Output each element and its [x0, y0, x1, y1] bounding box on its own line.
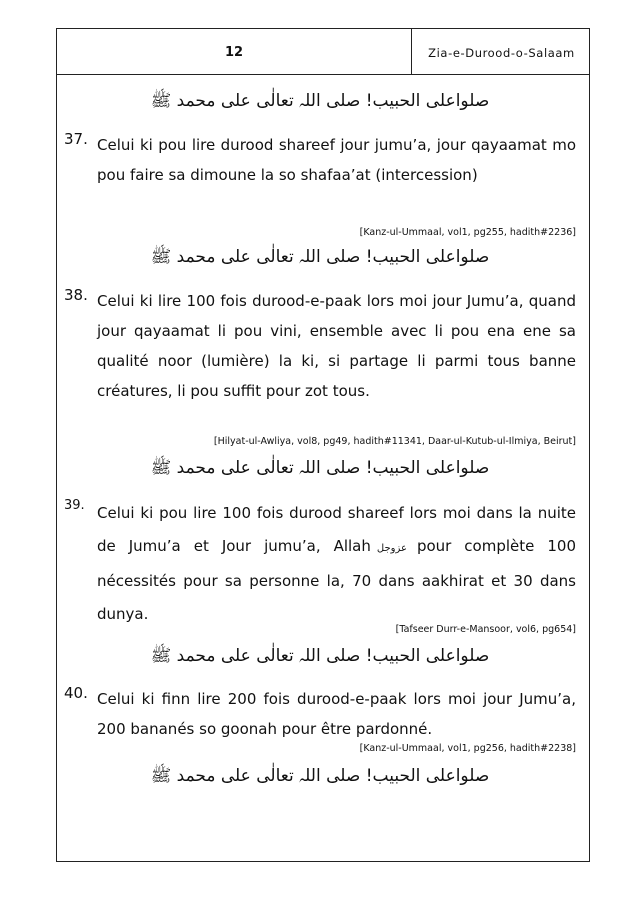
salawat-line: صلواعلی الحبیب! صلی اللہ تعالٰی علی محمد ﷺ — [150, 646, 490, 666]
entry-reference: [Kanz-ul-Ummaal, vol1, pg256, hadith#2238] — [359, 743, 576, 754]
salawat-line: صلواعلی الحبیب! صلی اللہ تعالٰی علی محمد ﷺ — [150, 91, 490, 111]
salawat-line: صلواعلی الحبیب! صلی اللہ تعالٰی علی محمد ﷺ — [150, 247, 490, 267]
entry-number: 38. — [64, 286, 88, 304]
entry-number: 40. — [64, 684, 88, 702]
entry-text: Celui ki finn lire 200 fois durood-e-paak lors moi jour Jumu’a, 200 bananés so goonah pour être pardonné. — [97, 690, 576, 738]
entry-text: Celui ki pou lire durood shareef jour jumu’a, jour qayaamat mo pou faire sa dimoune la so shafaa’at (intercession) — [97, 136, 576, 184]
entry-text-after: pour complète 100 nécessités pour sa personne la, 70 dans aakhirat et 30 dans dunya. — [97, 537, 576, 623]
salawat-line: صلواعلی الحبیب! صلی اللہ تعالٰی علی محمد ﷺ — [150, 766, 490, 786]
entry-number: 37. — [64, 130, 88, 148]
entry-text-before: Celui ki pou lire 100 fois durood shareef lors moi dans la nuite de Jumu’a et Jour jumu’a, Allah — [97, 504, 576, 555]
entry-text — [97, 497, 576, 631]
salawat-line: صلواعلی الحبیب! صلی اللہ تعالٰی علی محمد ﷺ — [150, 458, 490, 478]
page-header — [57, 29, 589, 75]
entry-reference: [Tafseer Durr-e-Mansoor, vol6, pg654] — [395, 624, 576, 635]
entry-number: 39. — [64, 498, 85, 513]
book-title: Zia-e-Durood-o-Salaam — [428, 46, 575, 60]
page-number: 12 — [224, 45, 244, 60]
entry-reference: [Kanz-ul-Ummaal, vol1, pg255, hadith#2236] — [359, 227, 576, 238]
entry-reference: [Hilyat-ul-Awliya, vol8, pg49, hadith#11341, Daar-ul-Kutub-ul-Ilmiya, Beirut] — [213, 436, 576, 447]
entry-text: Celui ki lire 100 fois durood-e-paak lors moi jour Jumu’a, quand jour qayaamat li pou vini, ensemble avec li pou ena ene sa qualité noor (lumière) la ki, si partage li parmi tous banne créatures, li pou suffit pour zot tous. — [97, 292, 576, 400]
honorific-text: عزوجل — [376, 543, 407, 554]
